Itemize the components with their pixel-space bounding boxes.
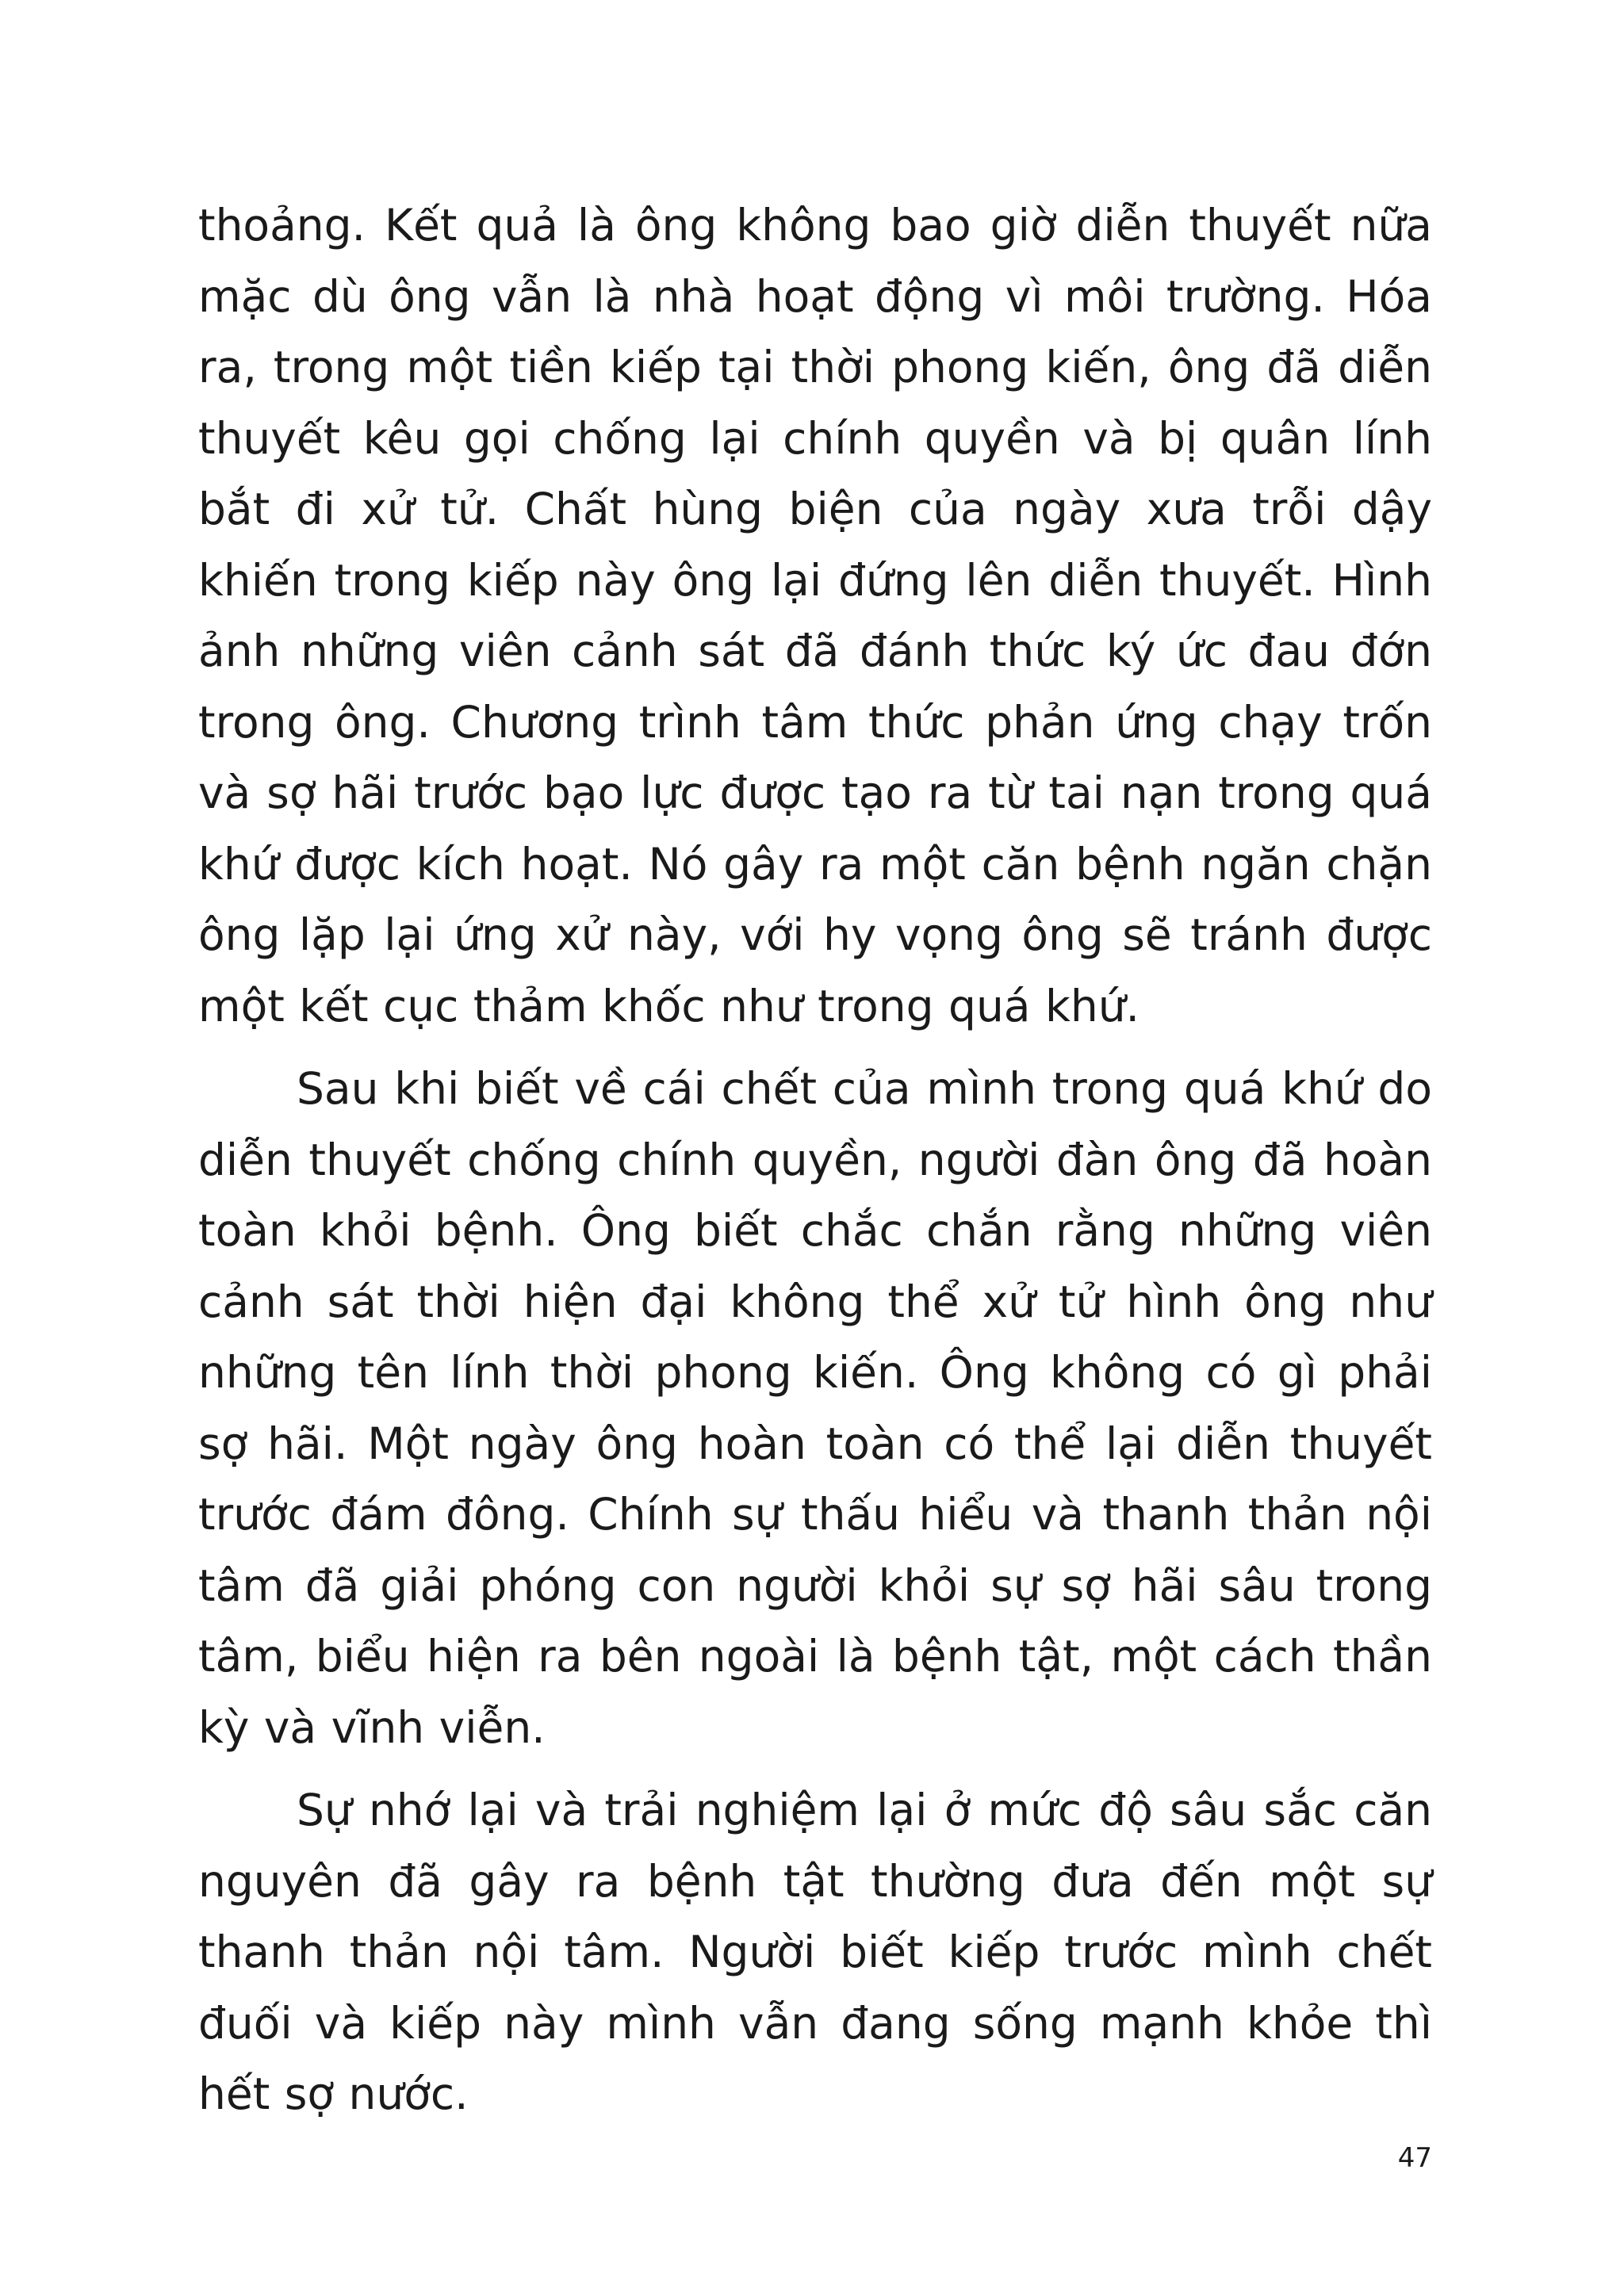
page-number: 47 [1397, 2142, 1432, 2174]
paragraph: Sau khi biết về cái chết của mình trong quá khứ do diễn thuyết chống chính quyền, người đàn ông đã hoàn toàn khỏi bệnh. Ông biết chắc chắn rằng những viên cảnh sát thời hiện đại không thể xử tử hình ông như những tên lính thời phong kiến. Ông không có gì phải sợ hãi. Một ngày ông hoàn toàn có thể lại diễn thuyết trước đám đông. Chính sự thấu hiểu và thanh thản nội tâm đã giải phóng con người khỏi sự sợ hãi sâu trong tâm, biểu hiện ra bên ngoài là bệnh tật, một cách thần kỳ và vĩnh viễn. [198, 1063, 1432, 1753]
paragraph: Sự nhớ lại và trải nghiệm lại ở mức độ sâu sắc căn nguyên đã gây ra bệnh tật thường đưa đến một sự thanh thản nội tâm. Người biết kiếp trước mình chết đuối và kiếp này mình vẫn đang sống mạnh khỏe thì hết sợ nước. [198, 1785, 1432, 2119]
body-text [198, 190, 1432, 2142]
paragraph-continued: thoảng. Kết quả là ông không bao giờ diễn thuyết nữa mặc dù ông vẫn là nhà hoạt động vì môi trường. Hóa ra, trong một tiền kiếp tại thời phong kiến, ông đã diễn thuyết kêu gọi chống lại chính quyền và bị quân lính bắt đi xử tử. Chất hùng biện của ngày xưa trỗi dậy khiến trong kiếp này ông lại đứng lên diễn thuyết. Hình ảnh những viên cảnh sát đã đánh thức ký ức đau đớn trong ông. Chương trình tâm thức phản ứng chạy trốn và sợ hãi trước bạo lực được tạo ra từ tai nạn trong quá khứ được kích hoạt. Nó gây ra một căn bệnh ngăn chặn ông lặp lại ứng xử này, với hy vọng ông sẽ tránh được một kết cục thảm khốc như trong quá khứ. [198, 200, 1432, 1031]
